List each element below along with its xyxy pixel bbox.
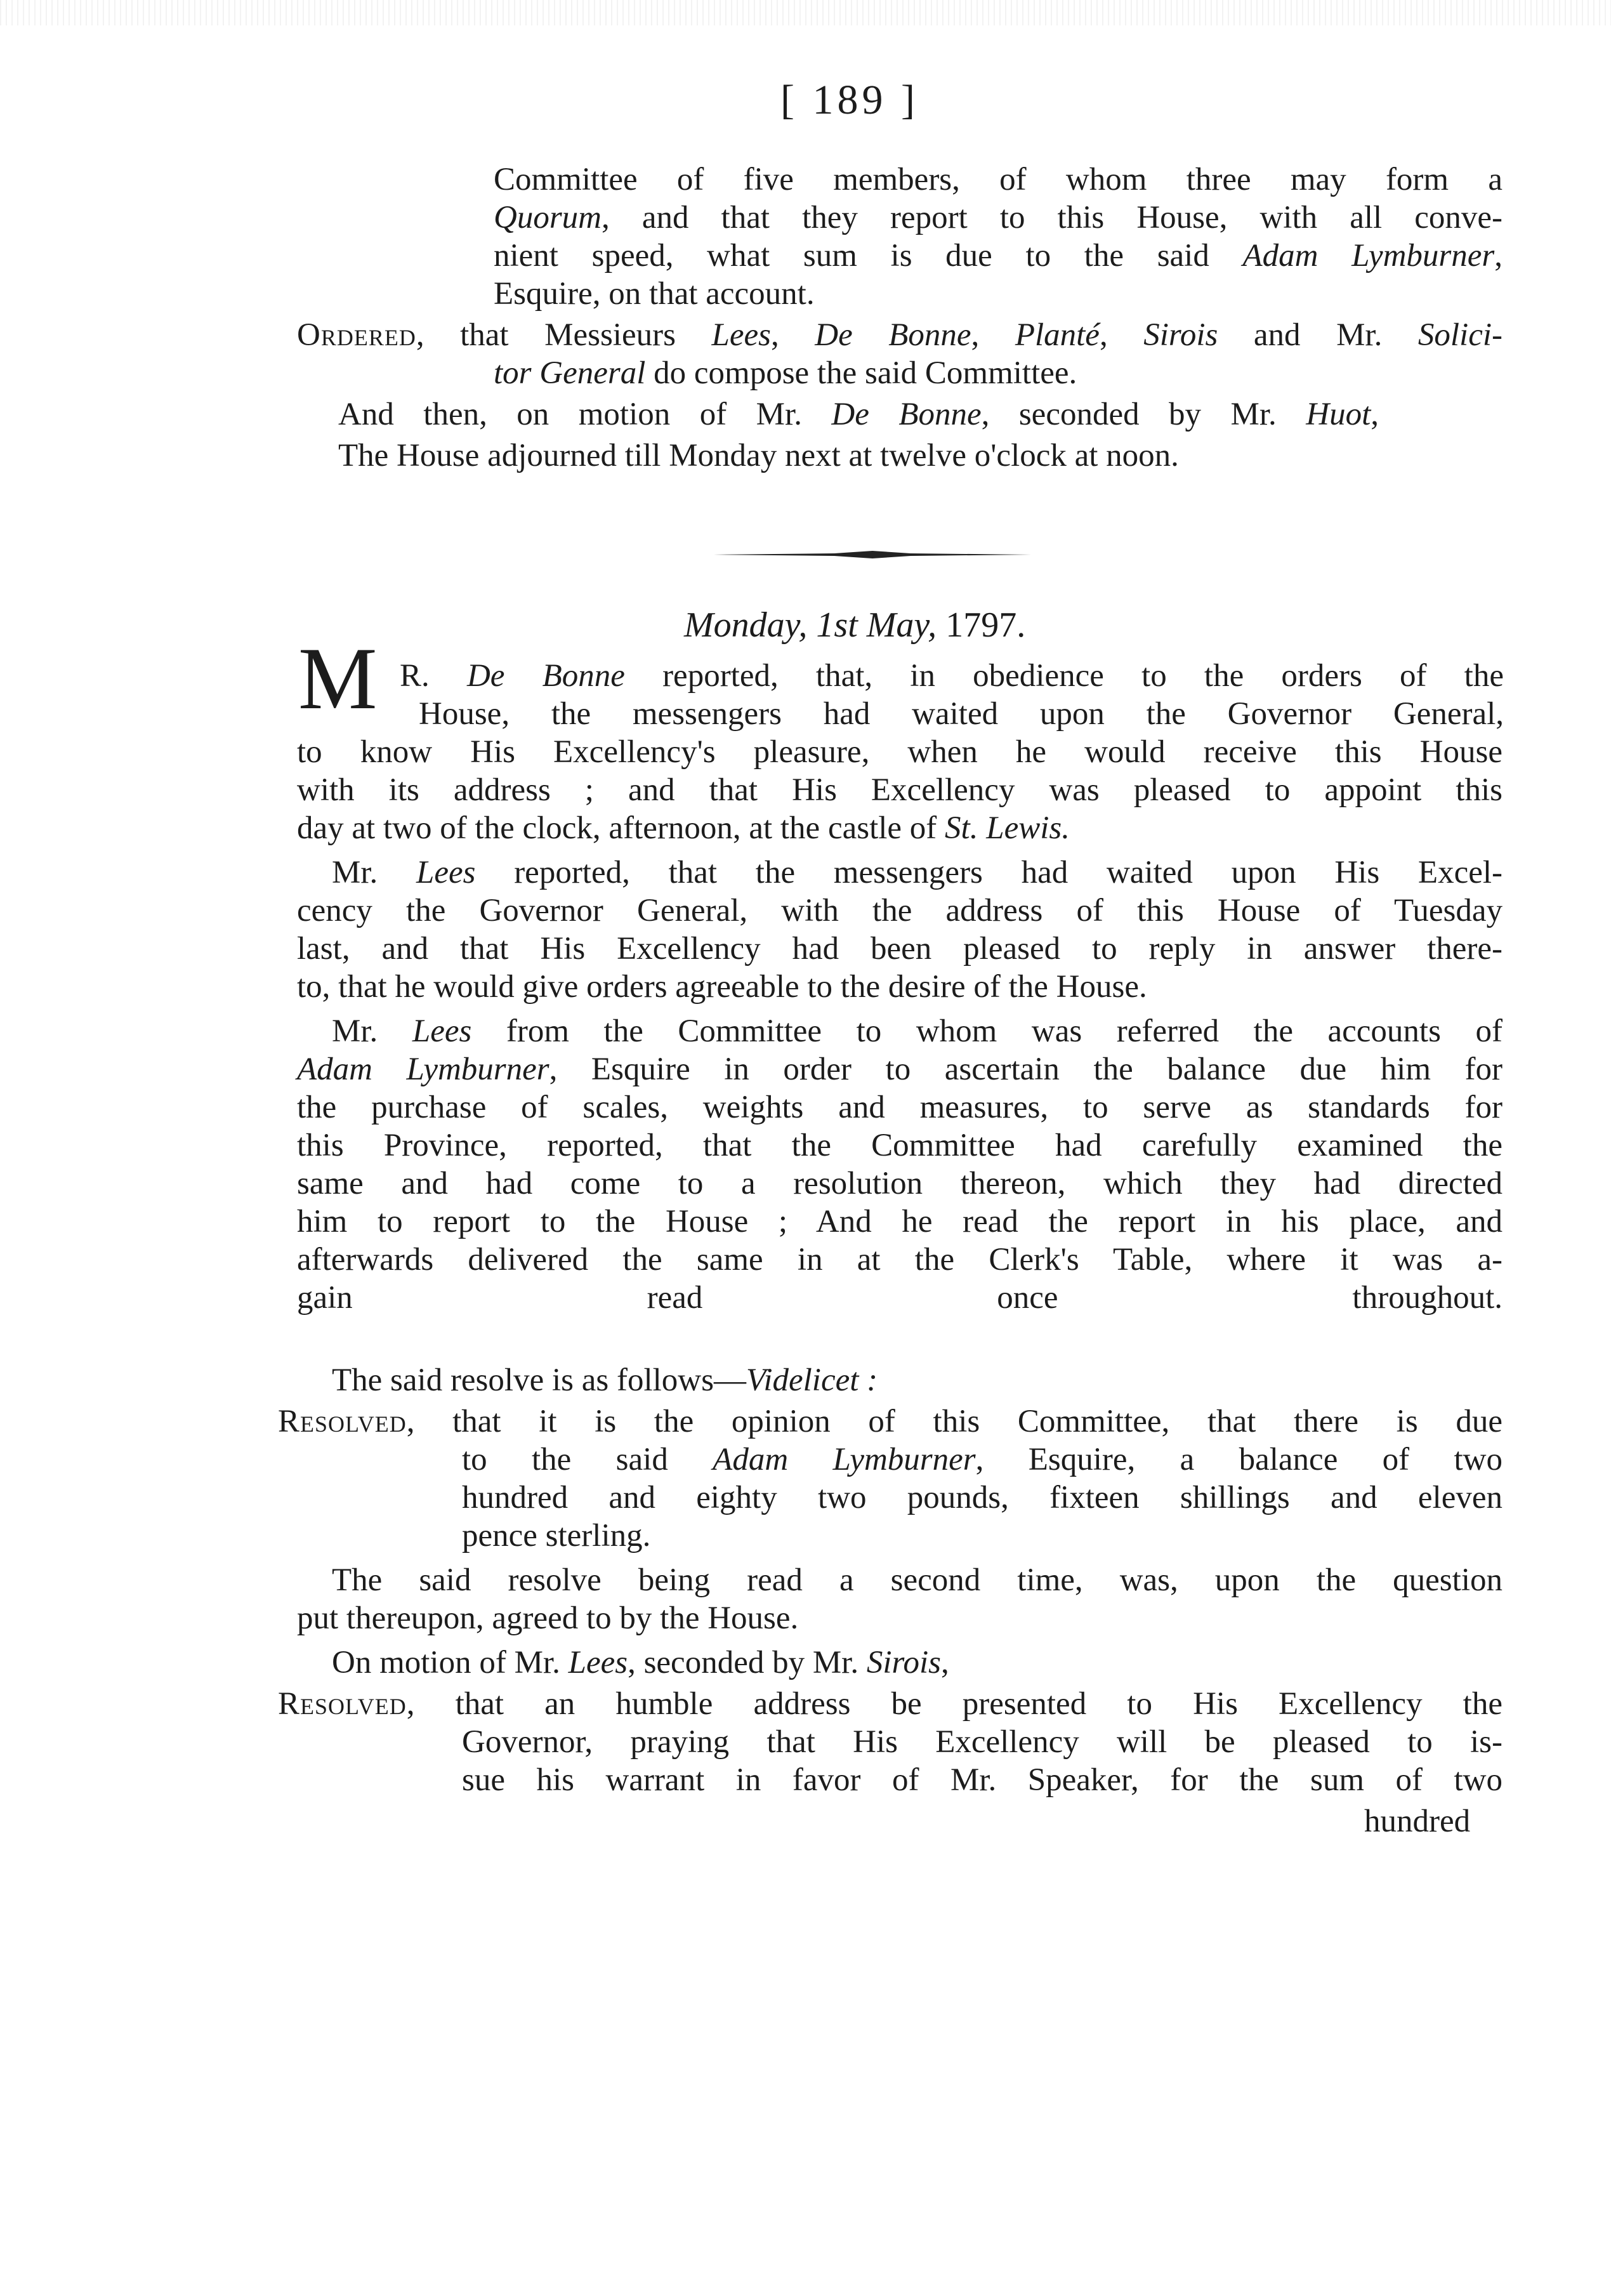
text-line: same and had come to a resolution thereon, which they had directed [297,1166,1503,1201]
text-line: to the said Adam Lymburner, Esquire, a balance of two [462,1442,1503,1477]
text-line: day at two of the clock, afternoon, at the castle of St. Lewis. [297,810,1070,846]
catchword: hundred [1364,1804,1471,1839]
text-line: last, and that His Excellency had been pleased to reply in answer there- [297,931,1503,967]
text-line: cency the Governor General, with the address of this House of Tuesday [297,893,1503,928]
text-line: Resolved, that an humble address be presented to His Excellency the [278,1686,1503,1722]
text-line: Resolved, that it is the opinion of this Committee, that there is due [278,1404,1503,1439]
text-line: him to report to the House ; And he read the report in his place, and [297,1204,1503,1239]
text-line: The said resolve is as follows—Videlicet : [332,1362,878,1398]
text-line: nient speed, what sum is due to the said Adam Lymburner, [494,238,1503,274]
text-line: tor General do compose the said Committee. [494,355,1077,391]
text-line: hundred and eighty two pounds, fixteen shillings and eleven [462,1480,1503,1515]
text-line: Esquire, on that account. [494,276,815,312]
text-line: with its address ; and that His Excellency was pleased to appoint this [297,772,1503,808]
text-line: to, that he would give orders agreeable to the desire of the House. [297,969,1147,1005]
text-line: On motion of Mr. Lees, seconded by Mr. Sirois, [332,1645,949,1680]
text-line: And then, on motion of Mr. De Bonne, seconded by Mr. Huot, [338,397,1379,432]
text-line: Governor, praying that His Excellency will be pleased to is- [462,1724,1503,1760]
ordered-label: Ordered [297,317,416,353]
scan-noise-band [0,0,1611,25]
text-line: afterwards delivered the same in at the Clerk's Table, where it was a- [297,1242,1503,1277]
text-line: House, the messengers had waited upon the Governor General, [419,696,1504,732]
text-line: to know His Excellency's pleasure, when he would receive this House [297,734,1503,770]
text-line: gain read once throughout. [297,1280,1503,1316]
text-line: pence sterling. [462,1518,651,1554]
text-line: Mr. Lees reported, that the messengers had waited upon His Excel- [332,855,1503,890]
text-line: Mr. Lees from the Committee to whom was referred the accounts of [332,1013,1503,1049]
resolved-label: Resolved [278,1404,407,1439]
text-line: put thereupon, agreed to by the House. [297,1600,799,1636]
text-line: sue his warrant in favor of Mr. Speaker, for the sum of two [462,1762,1503,1798]
resolved-label: Resolved [278,1686,407,1722]
drop-cap-letter: M [298,630,378,728]
italic-term: Adam Lymburner [1242,238,1495,274]
section-divider-rule [714,550,1031,560]
text-line: Committee of five members, of whom three may form a [494,162,1503,197]
page-number: [ 189 ] [780,77,919,123]
text-line: the purchase of scales, weights and measures, to serve as standards for [297,1090,1503,1125]
text-line: Adam Lymburner, Esquire in order to ascertain the balance due him for [297,1052,1503,1087]
text-line: Quorum, and that they report to this House, with all conve- [494,200,1503,235]
text-line: The said resolve being read a second time, was, upon the question [332,1562,1503,1598]
italic-term: Quorum [494,200,602,235]
text-line: this Province, reported, that the Committee had carefully examined the [297,1128,1503,1163]
entry-dateline: Monday, 1st May, 1797. [684,605,1026,645]
text-line: The House adjourned till Monday next at twelve o'clock at noon. [338,438,1179,473]
text-line: Ordered, that Messieurs Lees, De Bonne, Planté, Sirois and Mr. Solici- [297,317,1503,353]
text-line: R. De Bonne reported, that, in obedience to the orders of the [400,658,1504,694]
